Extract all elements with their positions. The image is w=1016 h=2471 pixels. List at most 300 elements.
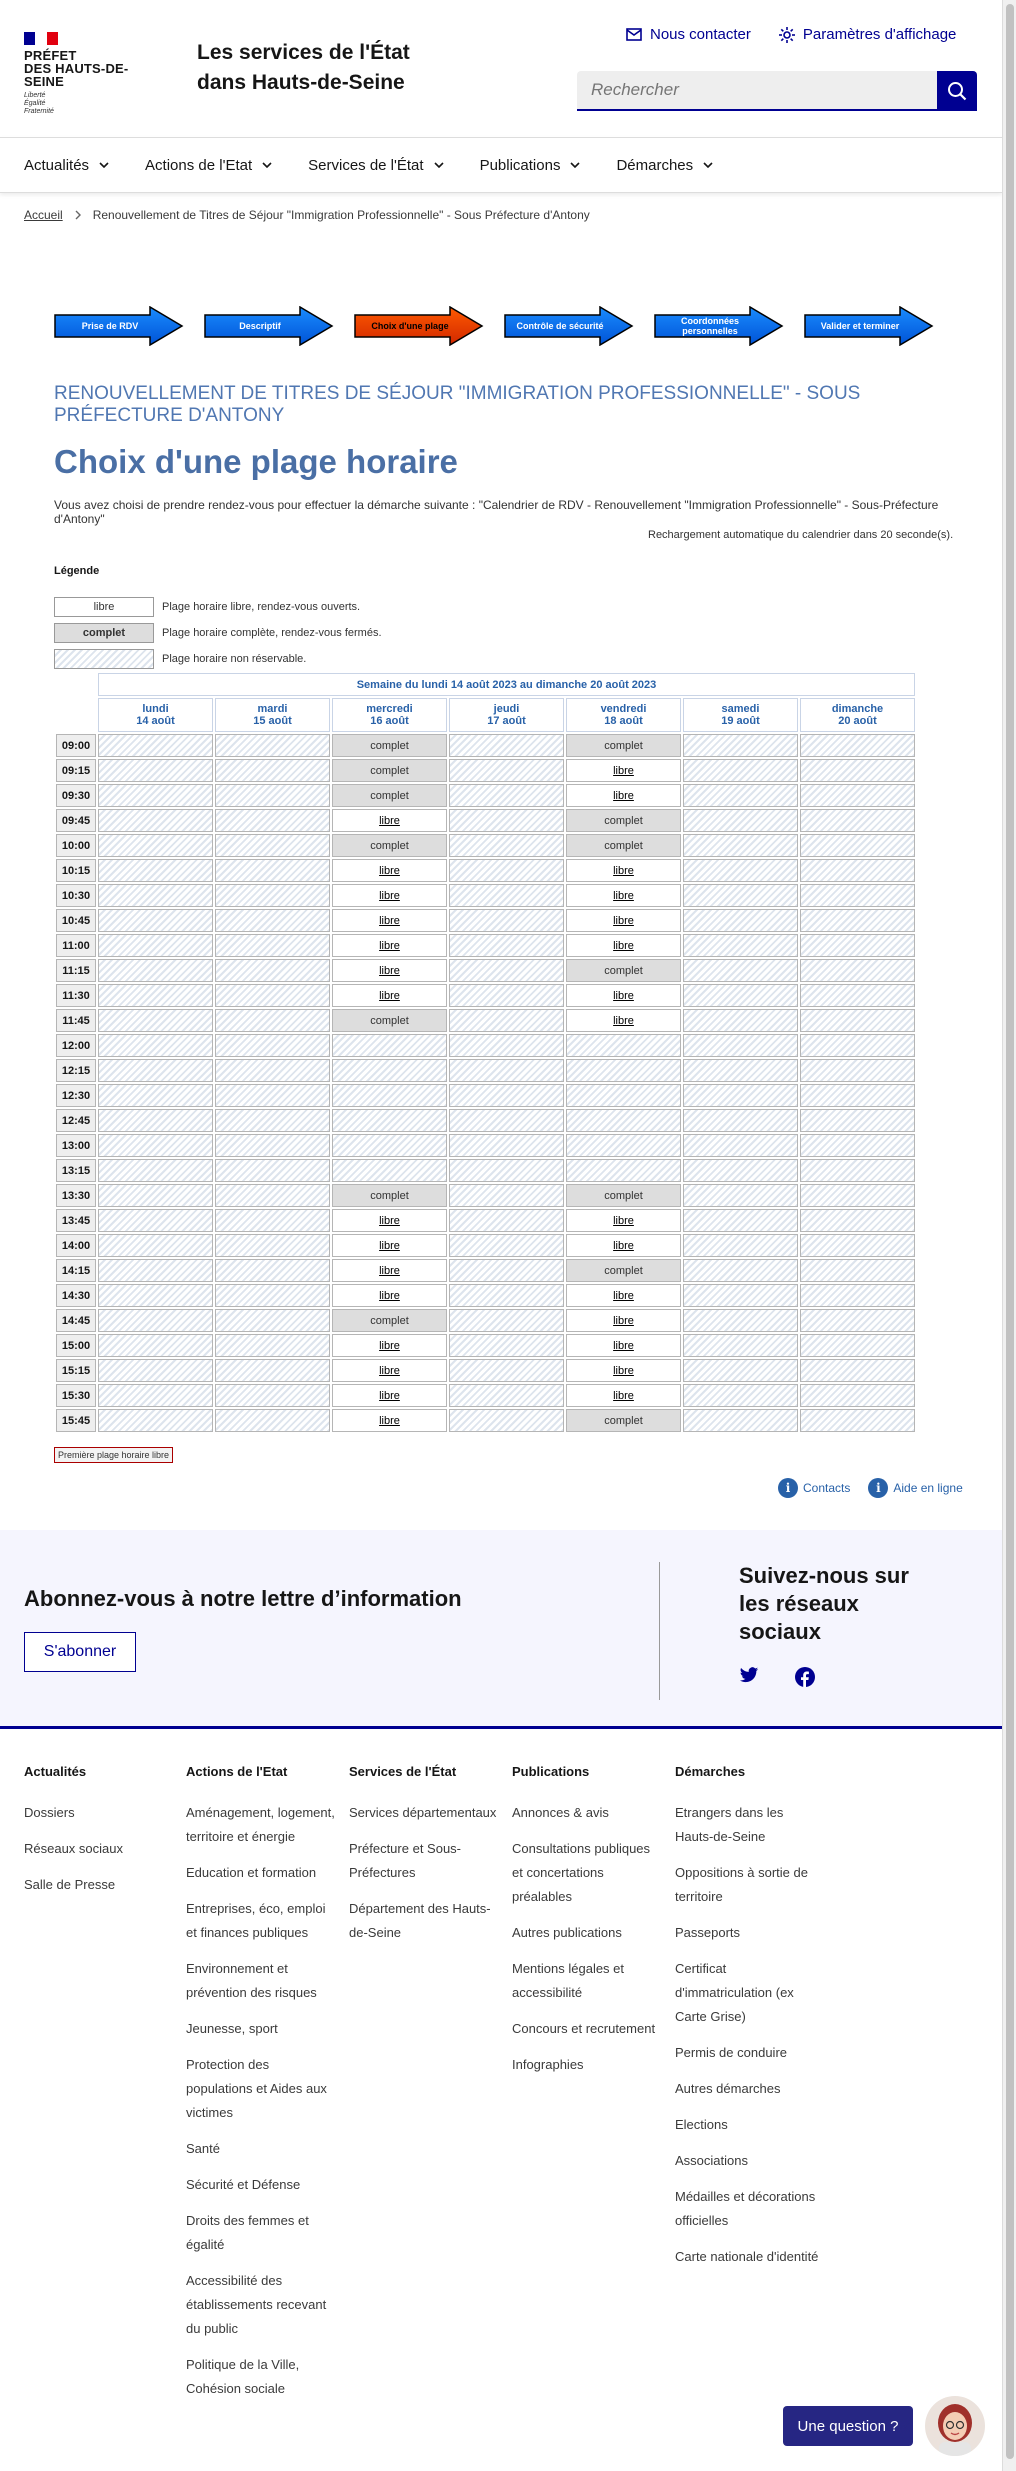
slot-free[interactable] [566, 759, 681, 782]
chevron-down-icon [434, 162, 444, 168]
slot-unavailable [98, 1334, 213, 1357]
calendar-row [56, 959, 915, 982]
slot-free-link[interactable]: libre [379, 1339, 400, 1352]
time-label: 09:45 [56, 809, 96, 832]
calendar-row [56, 1234, 915, 1257]
time-label: 13:15 [56, 1159, 96, 1182]
calendar-day-header: mardi 15 août [215, 698, 330, 732]
slot-free[interactable] [332, 959, 447, 982]
slot-unavailable [683, 1209, 798, 1232]
slot-free[interactable] [566, 1359, 681, 1382]
footer-col-title: Actions de l'Etat [186, 1764, 288, 1779]
slot-unavailable [332, 1034, 447, 1057]
step-label: Prise de RDV [81, 321, 139, 331]
slot-free-link[interactable]: libre [379, 1289, 400, 1302]
slot-unavailable [449, 834, 564, 857]
slot-free[interactable] [566, 909, 681, 932]
time-label: 12:45 [56, 1109, 96, 1132]
slot-free[interactable] [332, 1234, 447, 1257]
slot-unavailable [449, 1159, 564, 1182]
slot-free-link[interactable]: libre [379, 1214, 400, 1227]
slot-unavailable [800, 909, 915, 932]
footer-link[interactable]: Carte nationale d'identité [675, 2249, 819, 2264]
slot-unavailable [215, 759, 330, 782]
slot-unavailable [449, 1084, 564, 1107]
slot-unavailable [566, 1159, 681, 1182]
display-settings-link[interactable] [779, 26, 957, 43]
calendar-row [56, 909, 915, 932]
slot-full: complet [332, 759, 447, 782]
slot-full: complet [566, 959, 681, 982]
calendar-day-header: dimanche 20 août [800, 698, 915, 732]
footer-link[interactable]: Concours et recrutement [512, 2021, 656, 2036]
slot-free[interactable] [566, 1309, 681, 1332]
calendar-row [56, 1059, 915, 1082]
slot-free[interactable] [332, 1334, 447, 1357]
legend-free-desc: Plage horaire libre, rendez-vous ouverts. [162, 601, 361, 613]
nav-demarches[interactable]: Démarches [616, 138, 713, 192]
slot-free[interactable] [566, 1009, 681, 1032]
step-label: Coordonnées personnelles [680, 316, 739, 336]
legend-full-box: complet [54, 623, 154, 643]
calendar-row [56, 1284, 915, 1307]
contact-link[interactable] [626, 26, 751, 43]
slot-free-link[interactable]: libre [613, 864, 634, 877]
step-label: Choix d'une plage [371, 321, 449, 331]
slot-unavailable [449, 1134, 564, 1157]
slot-unavailable [800, 884, 915, 907]
slot-unavailable [683, 1009, 798, 1032]
footer-link[interactable]: Santé [186, 2141, 220, 2156]
slot-full: complet [566, 834, 681, 857]
slot-unavailable [800, 1284, 915, 1307]
slot-unavailable [98, 834, 213, 857]
first-free-slot-button[interactable]: Première plage horaire libre [54, 1447, 173, 1463]
slot-unavailable [683, 1359, 798, 1382]
slot-unavailable [98, 1209, 213, 1232]
calendar-row [56, 784, 915, 807]
slot-unavailable [98, 859, 213, 882]
prefet-logo[interactable] [24, 32, 164, 116]
slot-free[interactable] [332, 909, 447, 932]
time-label: 12:30 [56, 1084, 96, 1107]
step-3 [354, 306, 482, 346]
calendar-day-header: lundi 14 août [98, 698, 213, 732]
slot-free-link[interactable]: libre [613, 889, 634, 902]
slot-free-link[interactable]: libre [379, 1389, 400, 1402]
slot-unavailable [98, 1159, 213, 1182]
slot-unavailable [215, 1209, 330, 1232]
slot-free-link[interactable]: libre [379, 1364, 400, 1377]
slot-unavailable [683, 884, 798, 907]
vertical-scrollbar[interactable] [1002, 0, 1016, 2471]
slot-free-link[interactable]: libre [613, 989, 634, 1002]
slot-free-link[interactable]: libre [379, 1239, 400, 1252]
slot-unavailable [800, 759, 915, 782]
step-5 [654, 306, 782, 346]
slot-unavailable [800, 809, 915, 832]
slot-unavailable [800, 1209, 915, 1232]
time-label: 14:30 [56, 1284, 96, 1307]
slot-free[interactable] [566, 884, 681, 907]
footer-link[interactable]: Environnement et prévention des risques [186, 1961, 317, 2000]
chatbot-question-button[interactable]: Une question ? [783, 2406, 913, 2446]
time-label: 10:45 [56, 909, 96, 932]
slot-unavailable [449, 1259, 564, 1282]
calendar-row [56, 734, 915, 757]
slot-unavailable [683, 909, 798, 932]
social-links [739, 1667, 815, 1687]
calendar-row [56, 1384, 915, 1407]
footer-link[interactable]: Jeunesse, sport [186, 2021, 278, 2036]
calendar-row [56, 984, 915, 1007]
slot-free-link[interactable]: libre [379, 989, 400, 1002]
slot-free[interactable] [332, 1359, 447, 1382]
slot-unavailable [98, 1084, 213, 1107]
time-label: 14:45 [56, 1309, 96, 1332]
calendar-row [56, 1409, 915, 1432]
slot-unavailable [800, 984, 915, 1007]
slot-unavailable [98, 1409, 213, 1432]
slot-free[interactable] [332, 1209, 447, 1232]
time-label: 14:15 [56, 1259, 96, 1282]
footer-link[interactable]: Infographies [512, 2057, 584, 2072]
slot-full: complet [332, 1184, 447, 1207]
time-label: 13:45 [56, 1209, 96, 1232]
slot-unavailable [683, 1034, 798, 1057]
slot-unavailable [215, 809, 330, 832]
slot-free-link[interactable]: libre [613, 1364, 634, 1377]
slot-unavailable [683, 1309, 798, 1332]
slot-free[interactable] [332, 1409, 447, 1432]
slot-full: complet [566, 734, 681, 757]
slot-free[interactable] [566, 859, 681, 882]
chatbot-avatar[interactable] [925, 2396, 985, 2456]
footer-link[interactable]: Consultations publiques et concertations préalables [512, 1841, 651, 1904]
sun-icon [779, 27, 795, 43]
slot-unavailable [98, 1009, 213, 1032]
display-settings-label: Paramètres d'affichage [802, 26, 957, 43]
slot-free[interactable] [566, 784, 681, 807]
slot-unavailable [683, 984, 798, 1007]
slot-unavailable [449, 1309, 564, 1332]
slot-unavailable [215, 834, 330, 857]
footer-link[interactable]: Sécurité et Défense [186, 2177, 301, 2192]
twitter-icon[interactable] [739, 1667, 759, 1684]
intro-text: Vous avez choisi de prendre rendez-vous pour effectuer la démarche suivante : "Calendrier de RDV - Renouvellement "Immigration Professionnelle" - Sous-Préfecture d'Antony" [54, 498, 939, 526]
slot-free[interactable] [332, 884, 447, 907]
slot-free-link[interactable]: libre [613, 1214, 634, 1227]
slot-free-link[interactable]: libre [379, 1264, 400, 1277]
slot-unavailable [215, 1334, 330, 1357]
slot-free[interactable] [332, 1284, 447, 1307]
slot-unavailable [98, 1109, 213, 1132]
newsletter-title: Abonnez-vous à notre lettre d’information [24, 1586, 462, 1611]
slot-free-link[interactable]: libre [379, 914, 400, 927]
footer-link[interactable]: Droits des femmes et égalité [186, 2213, 309, 2252]
slot-unavailable [215, 1134, 330, 1157]
calendar-row [56, 1134, 915, 1157]
slot-unavailable [98, 884, 213, 907]
time-label: 15:30 [56, 1384, 96, 1407]
assistant-avatar-icon [925, 2396, 985, 2456]
chevron-down-icon [570, 162, 580, 168]
calendar-row [56, 1109, 915, 1132]
footer-link[interactable]: Passeports [675, 1925, 741, 1940]
facebook-icon[interactable] [795, 1667, 815, 1687]
time-label: 09:30 [56, 784, 96, 807]
footer-link[interactable]: Permis de conduire [675, 2045, 787, 2060]
slot-free-link[interactable]: libre [613, 1289, 634, 1302]
footer-link[interactable]: Protection des populations et Aides aux victimes [186, 2057, 327, 2120]
slot-full: complet [332, 834, 447, 857]
calendar-week-title: Semaine du lundi 14 août 2023 au dimanche 20 août 2023 [98, 673, 915, 696]
legend-full-desc: Plage horaire complète, rendez-vous fermés. [162, 627, 382, 639]
slot-free[interactable] [566, 934, 681, 957]
footer-link[interactable]: Préfecture et Sous-Préfectures [349, 1841, 461, 1880]
footer-link[interactable]: Autres publications [512, 1925, 622, 1940]
header [0, 0, 1002, 137]
slot-unavailable [215, 1034, 330, 1057]
slot-free-link[interactable]: libre [613, 939, 634, 952]
nav-actions-etat[interactable]: Actions de l'Etat [145, 138, 272, 192]
slot-unavailable [800, 934, 915, 957]
slot-free[interactable] [332, 1384, 447, 1407]
slot-unavailable [98, 1034, 213, 1057]
footer-link[interactable]: Certificat d'immatriculation (ex Carte Grise) [675, 1961, 794, 2024]
search-input[interactable] [577, 71, 937, 111]
nav-services-etat[interactable]: Services de l'État [308, 138, 443, 192]
slot-unavailable [332, 1084, 447, 1107]
time-label: 13:30 [56, 1184, 96, 1207]
legend-free-box: libre [54, 597, 154, 617]
footer-link[interactable]: Autres démarches [675, 2081, 781, 2096]
calendar-row [56, 1334, 915, 1357]
slot-free[interactable] [332, 934, 447, 957]
slot-unavailable [800, 1184, 915, 1207]
progress-steps [54, 306, 934, 346]
footer-col-title: Actualités [24, 1764, 87, 1779]
time-label: 11:30 [56, 984, 96, 1007]
footer-link[interactable]: Département des Hauts-de-Seine [349, 1901, 491, 1940]
nav-publications[interactable]: Publications [480, 138, 581, 192]
slot-unavailable [449, 1184, 564, 1207]
slot-unavailable [449, 809, 564, 832]
footer-col-title: Services de l'État [349, 1764, 457, 1779]
slot-unavailable [800, 1134, 915, 1157]
logo-line-2: DES HAUTS-DE-SEINE [24, 61, 129, 89]
slot-unavailable [449, 1059, 564, 1082]
time-label: 10:30 [56, 884, 96, 907]
reload-countdown: Rechargement automatique du calendrier dans 20 seconde(s). [648, 529, 954, 541]
slot-unavailable [683, 1159, 798, 1182]
calendar-day-header: jeudi 17 août [449, 698, 564, 732]
footer-link[interactable]: Entreprises, éco, emploi et finances publiques [186, 1901, 326, 1940]
calendar-day-header: mercredi 16 août [332, 698, 447, 732]
search-bar [577, 71, 977, 111]
slot-full: complet [566, 1184, 681, 1207]
slot-unavailable [215, 934, 330, 957]
slot-full: complet [332, 784, 447, 807]
slot-unavailable [566, 1109, 681, 1132]
slot-free-link[interactable]: libre [379, 889, 400, 902]
search-button[interactable] [937, 71, 977, 111]
calendar-row [56, 1359, 915, 1382]
scrollbar-thumb[interactable] [1006, 4, 1014, 2459]
legend-full [54, 623, 382, 643]
footer-link[interactable]: Etrangers dans les Hauts-de-Seine [675, 1805, 784, 1844]
contact-link-label: Nous contacter [650, 26, 751, 43]
step-2 [204, 306, 332, 346]
slot-unavailable [449, 1359, 564, 1382]
slot-unavailable [449, 1284, 564, 1307]
slot-unavailable [800, 959, 915, 982]
slot-free-link[interactable]: libre [379, 864, 400, 877]
slot-free[interactable] [566, 1384, 681, 1407]
slot-unavailable [683, 859, 798, 882]
calendar-row [56, 1309, 915, 1332]
slot-free[interactable] [566, 1209, 681, 1232]
footer-col-title: Publications [512, 1764, 590, 1779]
slot-unavailable [332, 1134, 447, 1157]
footer-link[interactable]: Salle de Presse [24, 1877, 116, 1892]
footer-col-publications [512, 1764, 662, 2089]
slot-free[interactable] [566, 984, 681, 1007]
chevron-down-icon [262, 162, 272, 168]
slot-full: complet [566, 1259, 681, 1282]
slot-full: complet [566, 1409, 681, 1432]
slot-unavailable [449, 1209, 564, 1232]
footer-link[interactable]: Services départementaux [349, 1805, 497, 1820]
slot-unavailable [800, 1234, 915, 1257]
time-label: 09:00 [56, 734, 96, 757]
slot-unavailable [215, 1309, 330, 1332]
slot-unavailable [98, 1184, 213, 1207]
footer-col-title: Démarches [675, 1764, 746, 1779]
site-title[interactable]: Les services de l'État dans Hauts-de-Seine [197, 41, 410, 94]
footer-link[interactable]: Elections [675, 2117, 728, 2132]
slot-free-link[interactable]: libre [613, 1014, 634, 1027]
slot-unavailable [683, 1384, 798, 1407]
slot-free[interactable] [566, 1334, 681, 1357]
slot-unavailable [98, 759, 213, 782]
footer-link[interactable]: Mentions légales et accessibilité [512, 1961, 625, 2000]
calendar-row [56, 859, 915, 882]
footer-link[interactable]: Aménagement, logement, territoire et énergie [186, 1805, 335, 1844]
demarche-title: RENOUVELLEMENT DE TITRES DE SÉJOUR "IMMIGRATION PROFESSIONNELLE" - SOUS PRÉFECTURE D'ANTONY [54, 383, 861, 426]
slot-free-link[interactable]: libre [379, 1414, 400, 1427]
slot-full: complet [332, 734, 447, 757]
online-help-link[interactable]: i Aide en ligne [868, 1478, 962, 1498]
calendar-row [56, 1259, 915, 1282]
slot-unavailable [98, 734, 213, 757]
slot-full: complet [566, 809, 681, 832]
footer-link[interactable]: Réseaux sociaux [24, 1841, 123, 1856]
nav-actualites[interactable]: Actualités [24, 138, 109, 192]
calendar-row [56, 759, 915, 782]
footer-link[interactable]: Oppositions à sortie de territoire [675, 1865, 808, 1904]
mail-icon [626, 28, 642, 41]
slot-free-link[interactable]: libre [613, 1239, 634, 1252]
slot-unavailable [800, 1084, 915, 1107]
slot-free-link[interactable]: libre [613, 1339, 634, 1352]
slot-free-link[interactable]: libre [613, 914, 634, 927]
time-label: 10:15 [56, 859, 96, 882]
slot-unavailable [215, 1384, 330, 1407]
slot-free-link[interactable]: libre [613, 764, 634, 777]
slot-unavailable [98, 784, 213, 807]
marianne-flag-icon [24, 32, 58, 45]
slot-free[interactable] [332, 1259, 447, 1282]
slot-unavailable [800, 1334, 915, 1357]
step-6 [804, 306, 932, 346]
legend-title: Légende [54, 565, 100, 577]
calendar-row [56, 1009, 915, 1032]
calendar-day-header: vendredi 18 août [566, 698, 681, 732]
footer-link[interactable]: Education et formation [186, 1865, 317, 1880]
slot-free[interactable] [566, 1284, 681, 1307]
newsletter-divider [659, 1562, 660, 1700]
footer-link[interactable]: Médailles et décorations officielles [675, 2189, 816, 2228]
slot-unavailable [683, 1109, 798, 1132]
slot-free-link[interactable]: libre [379, 939, 400, 952]
slot-free-link[interactable]: libre [613, 1314, 634, 1327]
slot-free[interactable] [332, 984, 447, 1007]
slot-free[interactable] [332, 809, 447, 832]
step-label: Valider et terminer [820, 321, 900, 331]
slot-unavailable [98, 1284, 213, 1307]
footer-link[interactable]: Associations [675, 2153, 748, 2168]
contacts-link[interactable]: i Contacts [778, 1478, 850, 1498]
time-label: 11:45 [56, 1009, 96, 1032]
slot-unavailable [683, 1134, 798, 1157]
slot-unavailable [449, 959, 564, 982]
slot-unavailable [683, 1059, 798, 1082]
slot-free[interactable] [566, 1234, 681, 1257]
breadcrumb-home[interactable]: Accueil [24, 208, 63, 222]
legend-nr-box [54, 649, 154, 669]
slot-free-link[interactable]: libre [613, 789, 634, 802]
slot-full: complet [332, 1309, 447, 1332]
slot-unavailable [449, 1334, 564, 1357]
legend-nr-desc: Plage horaire non réservable. [162, 653, 307, 665]
time-label: 13:00 [56, 1134, 96, 1157]
footer-link[interactable]: Dossiers [24, 1805, 75, 1820]
slot-free-link[interactable]: libre [379, 964, 400, 977]
slot-unavailable [98, 1359, 213, 1382]
slot-unavailable [98, 959, 213, 982]
slot-free-link[interactable]: libre [613, 1389, 634, 1402]
slot-unavailable [683, 1259, 798, 1282]
slot-free-link[interactable]: libre [379, 814, 400, 827]
slot-unavailable [215, 1059, 330, 1082]
footer-link[interactable]: Annonces & avis [512, 1805, 609, 1820]
slot-free[interactable] [332, 859, 447, 882]
footer-link[interactable]: Politique de la Ville, Cohésion sociale [186, 2357, 300, 2396]
calendar-row [56, 884, 915, 907]
slot-unavailable [800, 859, 915, 882]
calendar-row [56, 934, 915, 957]
slot-unavailable [98, 1309, 213, 1332]
slot-unavailable [800, 1309, 915, 1332]
slot-unavailable [215, 884, 330, 907]
slot-unavailable [800, 734, 915, 757]
subscribe-button[interactable]: S'abonner [24, 1632, 136, 1672]
footer-link[interactable]: Accessibilité des établissements recevant du public [186, 2273, 327, 2336]
footer-col-services-etat [349, 1764, 499, 1957]
time-label: 11:00 [56, 934, 96, 957]
time-label: 15:15 [56, 1359, 96, 1382]
